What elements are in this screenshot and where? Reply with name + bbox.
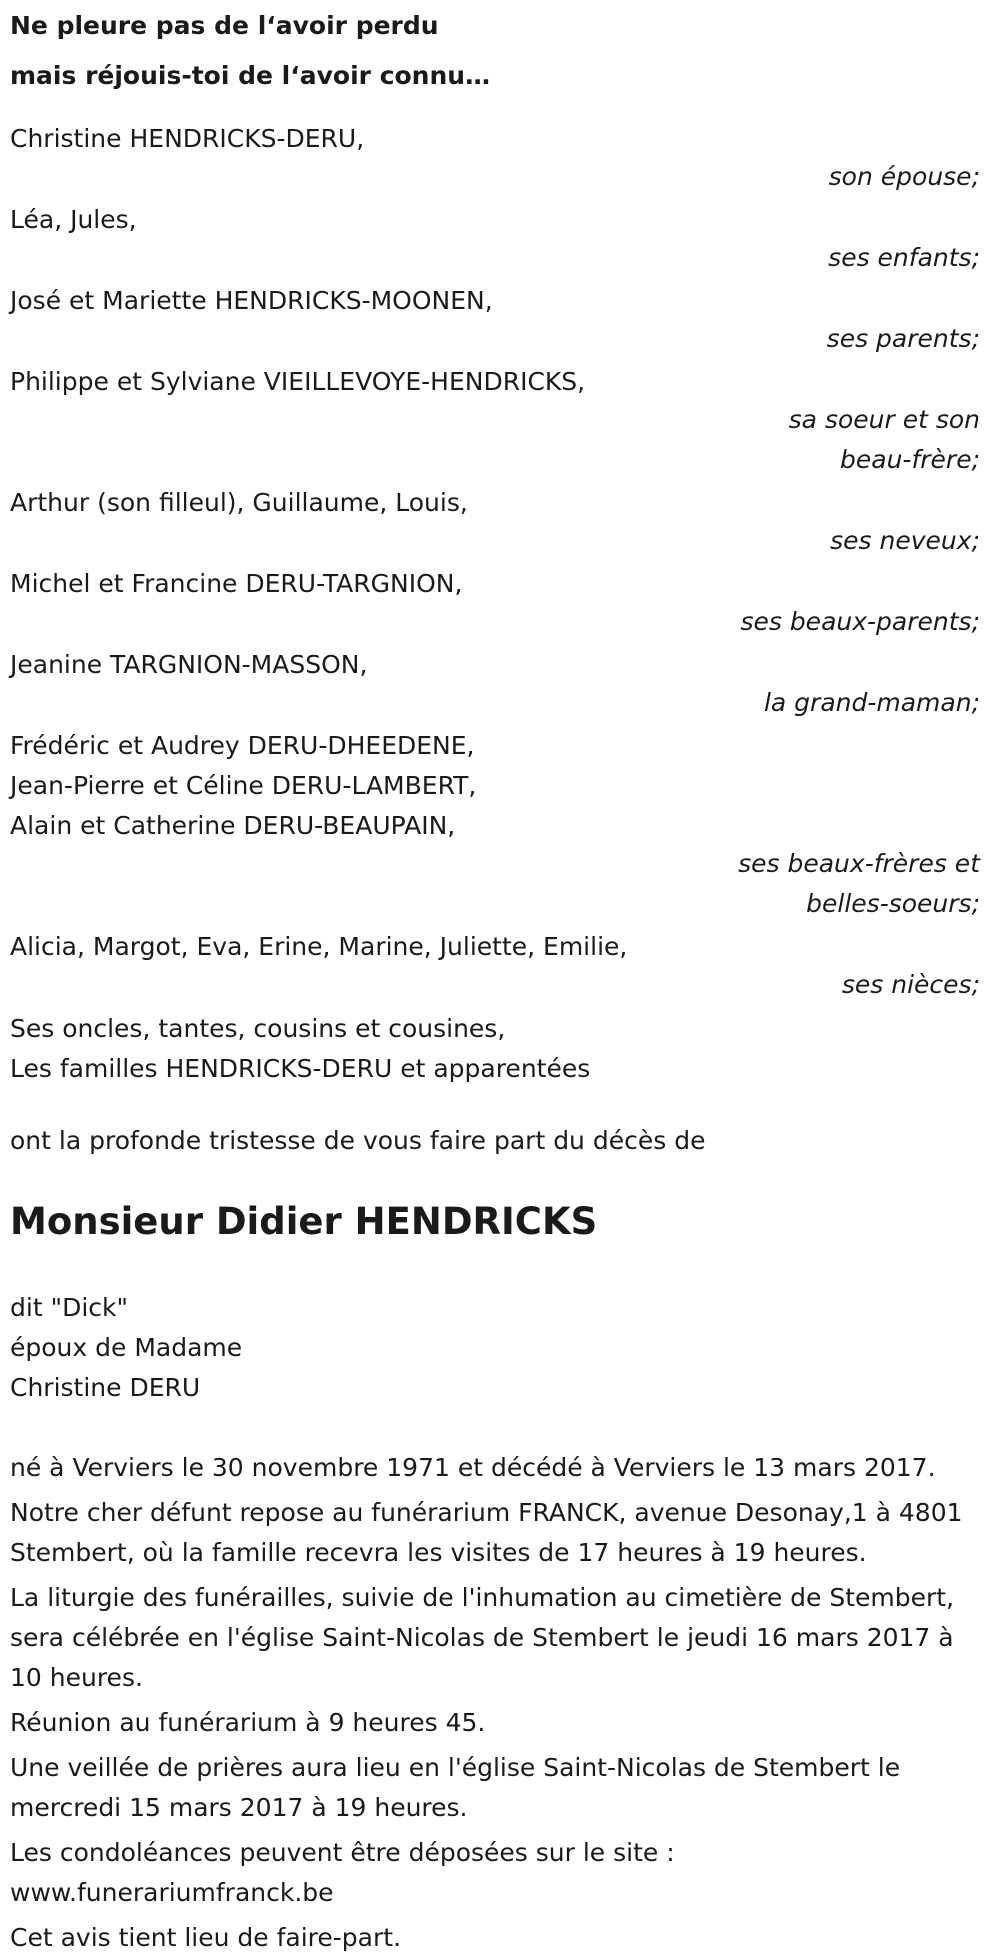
family-names: Léa, Jules, — [10, 205, 137, 234]
family-names: Alain et Catherine DERU-BEAUPAIN, — [10, 811, 456, 840]
detail-paragraph: Les condoléances peuvent être déposées sur le site : www.funerariumfranck.be — [10, 1838, 675, 1907]
deceased-aka: dit "Dick" époux de Madame Christine DERU — [10, 1293, 243, 1402]
detail-paragraph: Notre cher défunt repose au funérarium FRANCK, avenue Desonay,1 à 4801 Stembert, où la famille recevra les visites de 17 heures à 19 heures. — [10, 1498, 963, 1567]
deceased-name: Monsieur Didier HENDRICKS — [10, 1200, 598, 1243]
family-names: Alicia, Margot, Eva, Erine, Marine, Juliette, Emilie, — [10, 932, 628, 961]
family-names: Christine HENDRICKS-DERU, — [10, 124, 365, 153]
family-entry — [10, 927, 990, 1005]
family-relation: ses beaux-parents; — [740, 607, 980, 636]
family-relation: ses neveux; — [830, 526, 980, 555]
family-entry — [10, 564, 990, 642]
detail-paragraph: La liturgie des funérailles, suivie de l'inhumation au cimetière de Stembert, sera célébrée en l'église Saint-Nicolas de Stembert le jeudi 16 mars 2017 à 10 heures. — [10, 1583, 955, 1692]
family-relation: ses beaux-frères et belles-soeurs; — [738, 849, 980, 918]
epigraph — [10, 0, 990, 101]
detail-paragraph: Une veillée de prières aura lieu en l'église Saint-Nicolas de Stembert le mercredi 15 mars 2017 à 19 heures. — [10, 1753, 901, 1822]
family-names: Frédéric et Audrey DERU-DHEEDENE, — [10, 731, 475, 760]
family-names: Arthur (son filleul), Guillaume, Louis, — [10, 488, 468, 517]
family-relation: ses parents; — [826, 324, 980, 353]
funeral-details — [10, 1448, 990, 1958]
detail-paragraph: né à Verviers le 30 novembre 1971 et décédé à Verviers le 13 mars 2017. — [10, 1453, 936, 1482]
family-names: Jeanine TARGNION-MASSON, — [10, 650, 368, 679]
epigraph-line: mais réjouis-toi de l‘avoir connu… — [10, 61, 491, 90]
family-relation: sa soeur et son beau-frère; — [788, 405, 980, 474]
family-names: Michel et Francine DERU-TARGNION, — [10, 569, 463, 598]
family-entry — [10, 200, 990, 278]
family-names: Philippe et Sylviane VIEILLEVOYE-HENDRICKS, — [10, 367, 586, 396]
family-names: Jean-Pierre et Céline DERU-LAMBERT, — [10, 771, 477, 800]
family-names: José et Mariette HENDRICKS-MOONEN, — [10, 286, 493, 315]
family-entry — [10, 483, 990, 561]
detail-paragraph: Cet avis tient lieu de faire-part. — [10, 1923, 402, 1952]
family-relation: la grand-maman; — [763, 688, 980, 717]
family-entry — [10, 362, 990, 480]
family-relation: ses nièces; — [841, 970, 980, 999]
family-entry — [10, 281, 990, 359]
family-relation: son épouse; — [828, 162, 980, 191]
family-entry — [10, 119, 990, 197]
epigraph-line: Ne pleure pas de l‘avoir perdu — [10, 11, 439, 40]
family-relation: ses enfants; — [828, 243, 980, 272]
family-entry — [10, 726, 990, 924]
detail-paragraph: Réunion au funérarium à 9 heures 45. — [10, 1708, 486, 1737]
family-entry — [10, 645, 990, 723]
family-list — [10, 119, 990, 1089]
announcement-intro: ont la profonde tristesse de vous faire part du décès de — [10, 1126, 706, 1155]
family-tail: Ses oncles, tantes, cousins et cousines, Les familles HENDRICKS-DERU et apparentées — [10, 1014, 591, 1083]
